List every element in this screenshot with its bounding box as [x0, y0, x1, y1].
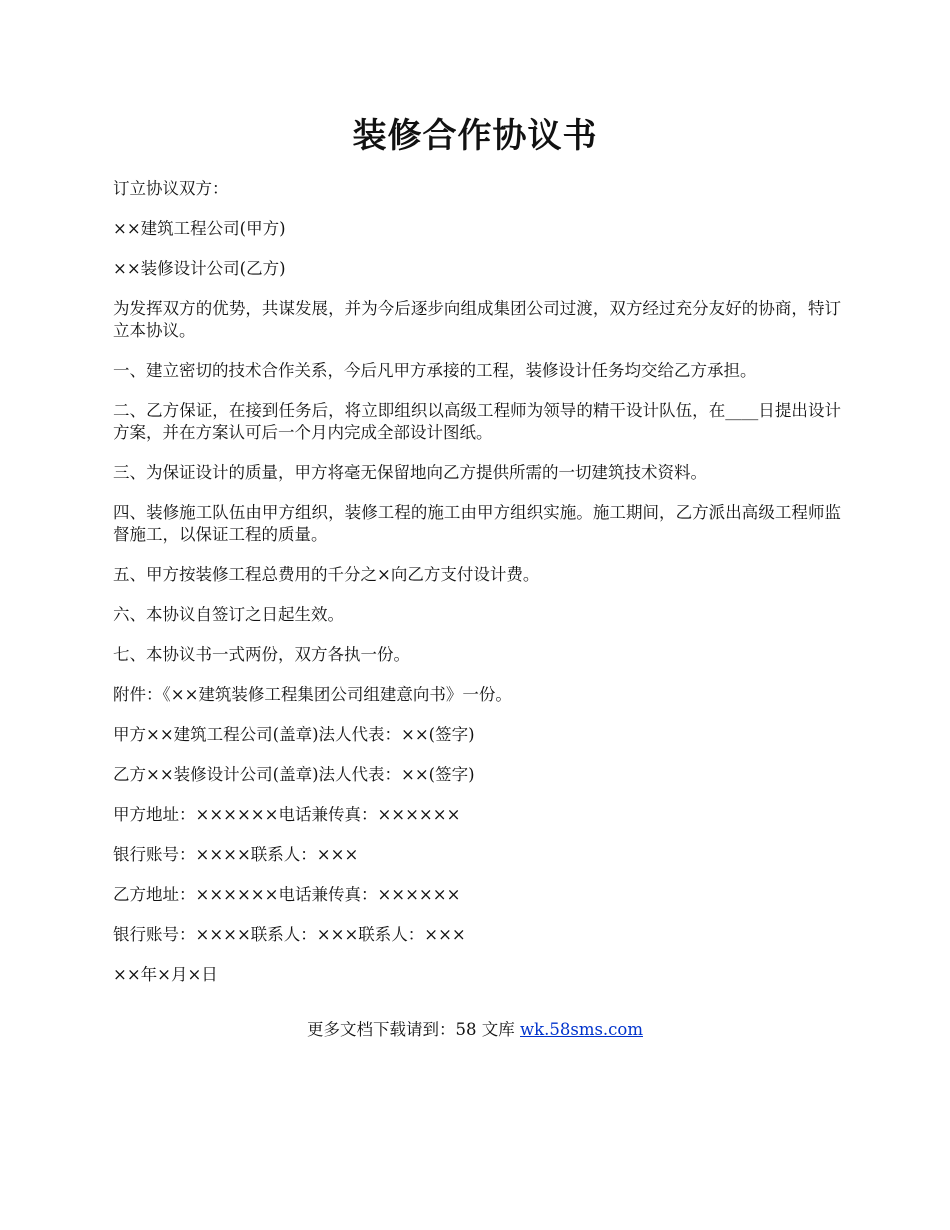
document-title: 装修合作协议书 [352, 116, 598, 156]
date-line: ××年×月×日 [113, 965, 218, 984]
clause-2: 二、乙方保证，在接到任务后，将立即组织以高级工程师为领导的精干设计队伍，在____日提出设计方案，并在方案认可后一个月内完成全部设计图纸。 [113, 401, 841, 442]
clause-3: 三、为保证设计的质量，甲方将毫无保留地向乙方提供所需的一切建筑技术资料。 [113, 463, 707, 482]
attachment-line: 附件：《××建筑装修工程集团公司组建意向书》一份。 [113, 685, 512, 704]
paragraph-preamble: 为发挥双方的优势，共谋发展，并为今后逐步向组成集团公司过渡，双方经过充分友好的协商，特订立本协议。 [113, 299, 841, 340]
bank-party-a: 银行账号：××××联系人：××× [113, 845, 359, 864]
clause-4: 四、装修施工队伍由甲方组织，装修工程的施工由甲方组织实施。施工期间，乙方派出高级工程师监督施工，以保证工程的质量。 [113, 503, 841, 544]
clause-7: 七、本协议书一式两份，双方各执一份。 [113, 645, 410, 664]
bank-party-b: 银行账号：××××联系人：×××联系人：××× [113, 925, 466, 944]
clause-1: 一、建立密切的技术合作关系，今后凡甲方承接的工程，装修设计任务均交给乙方承担。 [113, 361, 757, 380]
footer-text: 更多文档下载请到：58 文库 [306, 1020, 520, 1039]
paragraph-party-b: ××装修设计公司(乙方) [113, 259, 286, 278]
paragraph-parties-intro: 订立协议双方： [113, 179, 229, 198]
signature-party-b: 乙方××装修设计公司(盖章)法人代表：××(签字) [113, 765, 475, 784]
paragraph-party-a: ××建筑工程公司(甲方) [113, 219, 286, 238]
clause-6: 六、本协议自签订之日起生效。 [113, 605, 344, 624]
clause-5: 五、甲方按装修工程总费用的千分之×向乙方支付设计费。 [113, 565, 540, 584]
document-body [113, 178, 841, 1004]
address-party-b: 乙方地址：××××××电话兼传真：×××××× [113, 885, 461, 904]
footer-link[interactable]: wk.58sms.com [519, 1020, 643, 1039]
signature-party-a: 甲方××建筑工程公司(盖章)法人代表：××(签字) [113, 725, 475, 744]
address-party-a: 甲方地址：××××××电话兼传真：×××××× [113, 805, 461, 824]
download-footer [0, 1018, 950, 1042]
